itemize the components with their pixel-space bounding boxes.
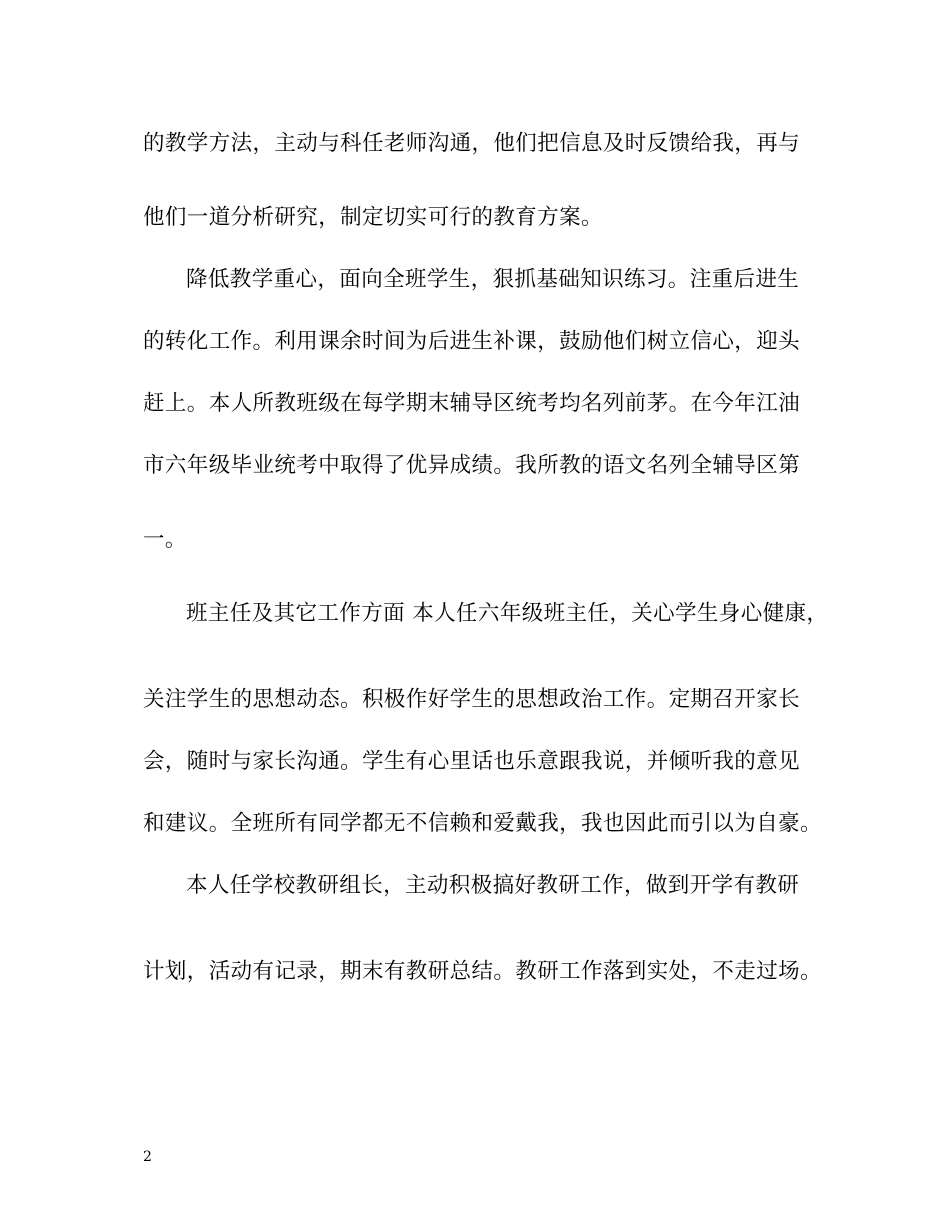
text-line: 关注学生的思想动态。积极作好学生的思想政治工作。定期召开家长 bbox=[143, 687, 801, 712]
text-line: 会，随时与家长沟通。学生有心里话也乐意跟我说，并倾听我的意见 bbox=[143, 749, 801, 774]
text-line: 一。 bbox=[143, 527, 187, 552]
text-line: 赶上。本人所教班级在每学期末辅导区统考均名列前茅。在今年江油 bbox=[143, 391, 801, 416]
text-line: 他们一道分析研究，制定切实可行的教育方案。 bbox=[143, 205, 603, 230]
text-line: 和建议。全班所有同学都无不信赖和爱戴我，我也因此而引以为自豪。 bbox=[143, 811, 822, 836]
text-line: 的教学方法，主动与科任老师沟通，他们把信息及时反馈给我，再与 bbox=[143, 131, 801, 156]
page-number: 2 bbox=[143, 1149, 152, 1165]
text-line: 的转化工作。利用课余时间为后进生补课，鼓励他们树立信心，迎头 bbox=[143, 329, 801, 354]
text-line: 市六年级毕业统考中取得了优异成绩。我所教的语文名列全辅导区第 bbox=[143, 453, 801, 478]
paragraph-first-line: 降低教学重心，面向全班学生，狠抓基础知识练习。注重后进生 bbox=[186, 267, 800, 292]
paragraph-first-line: 本人任学校教研组长，主动积极搞好教研工作，做到开学有教研 bbox=[186, 873, 800, 898]
text-line: 计划，活动有记录，期末有教研总结。教研工作落到实处，不走过场。 bbox=[143, 959, 822, 984]
paragraph-first-line: 班主任及其它工作方面 本人任六年级班主任，关心学生身心健康， bbox=[186, 601, 829, 626]
